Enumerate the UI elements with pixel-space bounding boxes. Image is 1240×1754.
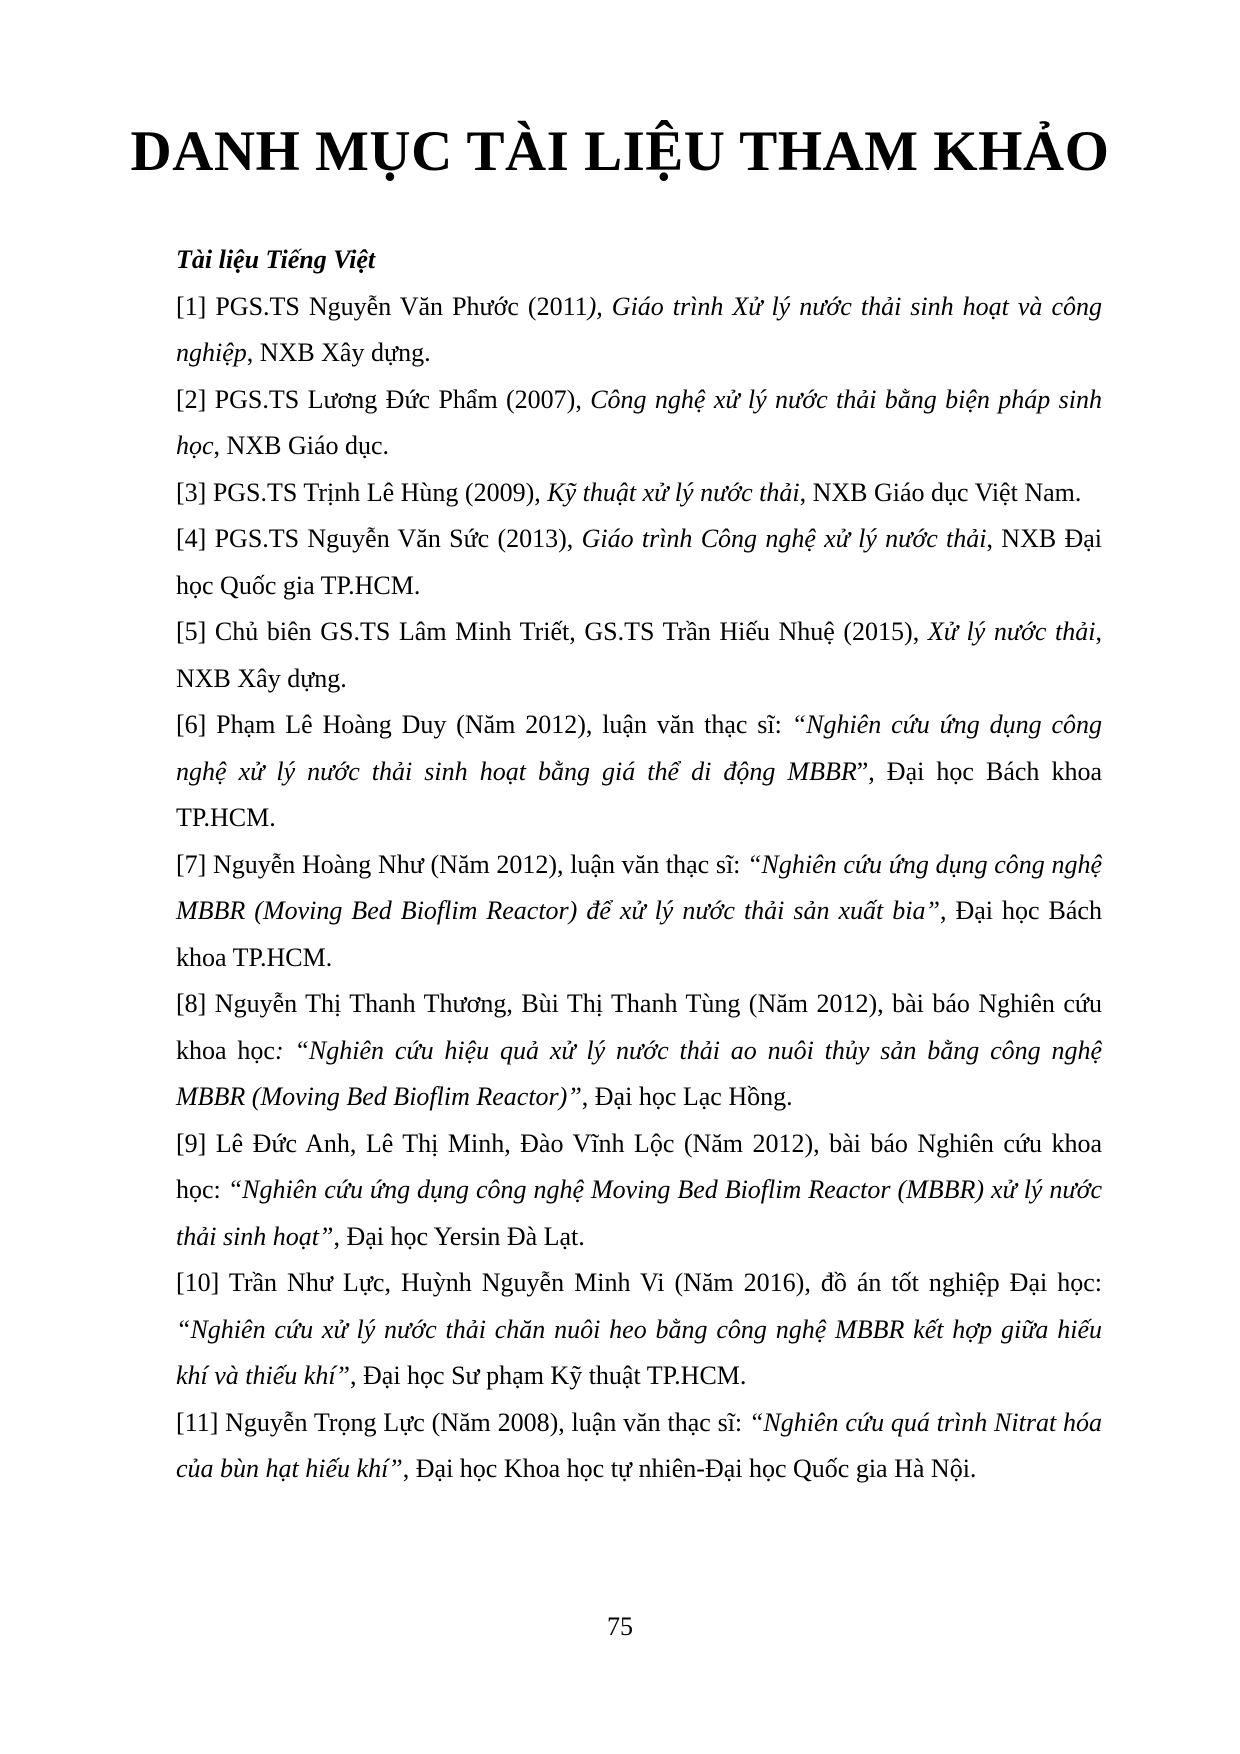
reference-text: [11] Nguyễn Trọng Lực (Năm 2008), luận văn thạc sĩ: xyxy=(176,1407,749,1437)
reference-publisher: , Đại học Bách khoa TP.HCM. xyxy=(176,896,1102,972)
reference-title: : “Nghiên cứu hiệu quả xử lý nước thải ao nuôi thủy sản bằng công nghệ MBBR (Moving Bed Bioflim Reactor)” xyxy=(176,1035,1103,1111)
reference-item-3 xyxy=(176,470,1102,517)
reference-text: [5] Chủ biên GS.TS Lâm Minh Triết, GS.TS Trần Hiếu Nhuệ (2015), xyxy=(176,617,928,646)
reference-text: [10] Trần Như Lực, Huỳnh Nguyễn Minh Vi (Năm 2016), đồ án tốt nghiệp Đại học: xyxy=(176,1268,1102,1297)
reference-publisher: , Đại học Sư phạm Kỹ thuật TP.HCM. xyxy=(350,1361,747,1390)
reference-item-10 xyxy=(176,1260,1102,1400)
reference-text: [3] PGS.TS Trịnh Lê Hùng (2009), xyxy=(176,477,548,507)
reference-publisher: , NXB Xây dựng. xyxy=(246,338,431,367)
reference-text: [8] Nguyễn Thị Thanh Thương, Bùi Thị Thanh Tùng (Năm 2012), bài báo Nghiên cứu khoa học xyxy=(176,989,1102,1065)
reference-text: [2] PGS.TS Lương Đức Phẩm (2007), xyxy=(176,384,591,414)
reference-publisher: , NXB Giáo dục. xyxy=(213,431,390,460)
reference-title: “Nghiên cứu xử lý nước thải chăn nuôi heo bằng công nghệ MBBR kết hợp giữa hiếu khí và thiếu khí” xyxy=(176,1314,1102,1390)
reference-title: Kỹ thuật xử lý nước thải xyxy=(547,477,800,507)
reference-item-2 xyxy=(176,377,1102,470)
reference-publisher: , NXB Xây dựng. xyxy=(176,617,1103,693)
reference-item-6 xyxy=(176,702,1102,842)
reference-title: Xử lý nước thải xyxy=(927,617,1096,646)
reference-publisher: , NXB Giáo dục Việt Nam. xyxy=(799,477,1082,507)
reference-text: [6] Phạm Lê Hoàng Duy (Năm 2012), luận văn thạc sĩ: xyxy=(176,710,792,739)
reference-publisher: , Đại học Khoa học tự nhiên-Đại học Quốc gia Hà Nội. xyxy=(402,1454,977,1483)
page-number: 75 xyxy=(607,1612,633,1641)
reference-item-8 xyxy=(176,981,1102,1121)
reference-publisher: , Đại học Yersin Đà Lạt. xyxy=(333,1221,585,1251)
reference-title: ), Giáo trình Xử lý nước thải sinh hoạt và công nghiệp xyxy=(176,291,1102,367)
reference-item-4 xyxy=(176,516,1102,609)
reference-publisher: , NXB Đại học Quốc gia TP.HCM. xyxy=(176,524,1103,600)
reference-text: [7] Nguyễn Hoàng Như (Năm 2012), luận văn thạc sĩ: xyxy=(176,849,748,879)
section-heading: Tài liệu Tiếng Việt xyxy=(176,245,376,274)
reference-text: [1] PGS.TS Nguyễn Văn Phước (2011 xyxy=(176,291,588,321)
reference-title: “Nghiên cứu ứng dụng công nghệ xử lý nước thải sinh hoạt bằng giá thể di động MBBR xyxy=(176,710,1102,786)
reference-title: “Nghiên cứu ứng dụng công nghệ MBBR (Moving Bed Bioflim Reactor) để xử lý nước thải sản xuất bia” xyxy=(176,849,1102,925)
reference-publisher: , Đại học Lạc Hồng. xyxy=(581,1082,793,1111)
reference-text: [4] PGS.TS Nguyễn Văn Sức (2013), xyxy=(176,524,582,553)
reference-title: Công nghệ xử lý nước thải bằng biện pháp sinh học xyxy=(176,384,1103,460)
reference-item-11 xyxy=(176,1400,1102,1493)
reference-item-9 xyxy=(176,1121,1102,1261)
page-title: DANH MỤC TÀI LIỆU THAM KHẢO xyxy=(130,120,1110,183)
reference-title: Giáo trình Công nghệ xử lý nước thải xyxy=(581,524,987,553)
reference-item-1 xyxy=(176,284,1102,377)
references-section xyxy=(176,237,1102,1493)
reference-title: “Nghiên cứu ứng dụng công nghệ Moving Bed Bioflim Reactor (MBBR) xử lý nước thải sinh hoạt” xyxy=(176,1175,1102,1251)
reference-publisher: ”, Đại học Bách khoa TP.HCM. xyxy=(176,756,1102,832)
reference-title: “Nghiên cứu quá trình Nitrat hóa của bùn hạt hiếu khí” xyxy=(176,1407,1102,1483)
reference-text: [9] Lê Đức Anh, Lê Thị Minh, Đào Vĩnh Lộc (Năm 2012), bài báo Nghiên cứu khoa học: xyxy=(176,1128,1102,1204)
reference-item-7 xyxy=(176,842,1102,982)
reference-item-5 xyxy=(176,609,1102,702)
